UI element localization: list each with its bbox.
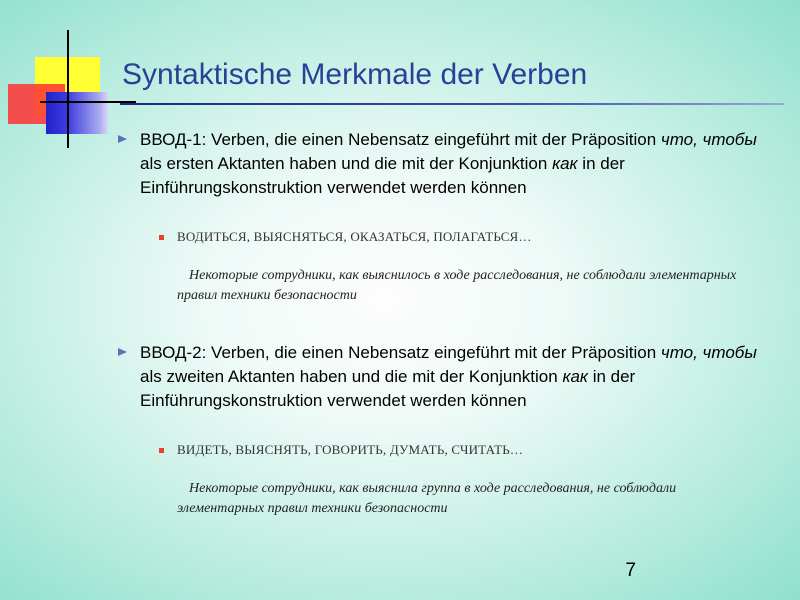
verb-list-text: ВОДИТЬСЯ, ВЫЯСНЯТЬСЯ, ОКАЗАТЬСЯ, ПОЛАГАТЬСЯ… (177, 229, 532, 244)
bullet-item-vvod-1 (118, 128, 758, 200)
item-italic-part: что, чтобы (660, 343, 757, 362)
square-bullet-icon (159, 448, 164, 453)
verb-list-vvod-2 (159, 442, 759, 458)
square-bullet-icon (159, 235, 164, 240)
example-sentence-vvod-1: Некоторые сотрудники, как выяснилось в ходе расследования, не соблюдали элементарных правил техники безопасности (177, 268, 737, 303)
item-label: ВВОД-1 (140, 130, 202, 149)
verb-list-text: ВИДЕТЬ, ВЫЯСНЯТЬ, ГОВОРИТЬ, ДУМАТЬ, СЧИТАТЬ… (177, 442, 524, 457)
item-text-part: als zweiten Aktanten haben und die mit der Konjunktion (140, 367, 563, 386)
slide-title: Syntaktische Merkmale der Verben (122, 58, 588, 91)
bullet-item-vvod-2 (118, 341, 758, 413)
page-number: 7 (625, 560, 636, 581)
bullet-arrow-icon (118, 135, 127, 143)
item-italic-part: как (552, 154, 578, 173)
item-text-part: in der Einführungskonstruktion verwendet werden können (140, 367, 636, 410)
item-label: ВВОД-2 (140, 343, 202, 362)
bullet-arrow-icon (118, 348, 127, 356)
title-underline (120, 103, 784, 105)
logo-vertical-line (67, 30, 69, 148)
item-text-part: als ersten Aktanten haben und die mit der Konjunktion (140, 154, 553, 173)
logo-blue-square (46, 92, 108, 134)
item-text-part: in der Einführungskonstruktion verwendet werden können (140, 154, 625, 197)
bullet-text (140, 341, 758, 413)
bullet-text (140, 128, 758, 200)
item-text-part: : Verben, die einen Nebensatz eingeführt mit der Präposition (201, 130, 661, 149)
verb-list-vvod-1 (159, 229, 759, 245)
item-italic-part: как (562, 367, 588, 386)
item-italic-part: что, чтобы (660, 130, 757, 149)
example-sentence-vvod-2: Некоторые сотрудники, как выяснила группа в ходе расследования, не соблюдали элементарных правил техники безопасности (177, 481, 677, 516)
item-text-part: : Verben, die einen Nebensatz eingeführt mit der Präposition (201, 343, 661, 362)
